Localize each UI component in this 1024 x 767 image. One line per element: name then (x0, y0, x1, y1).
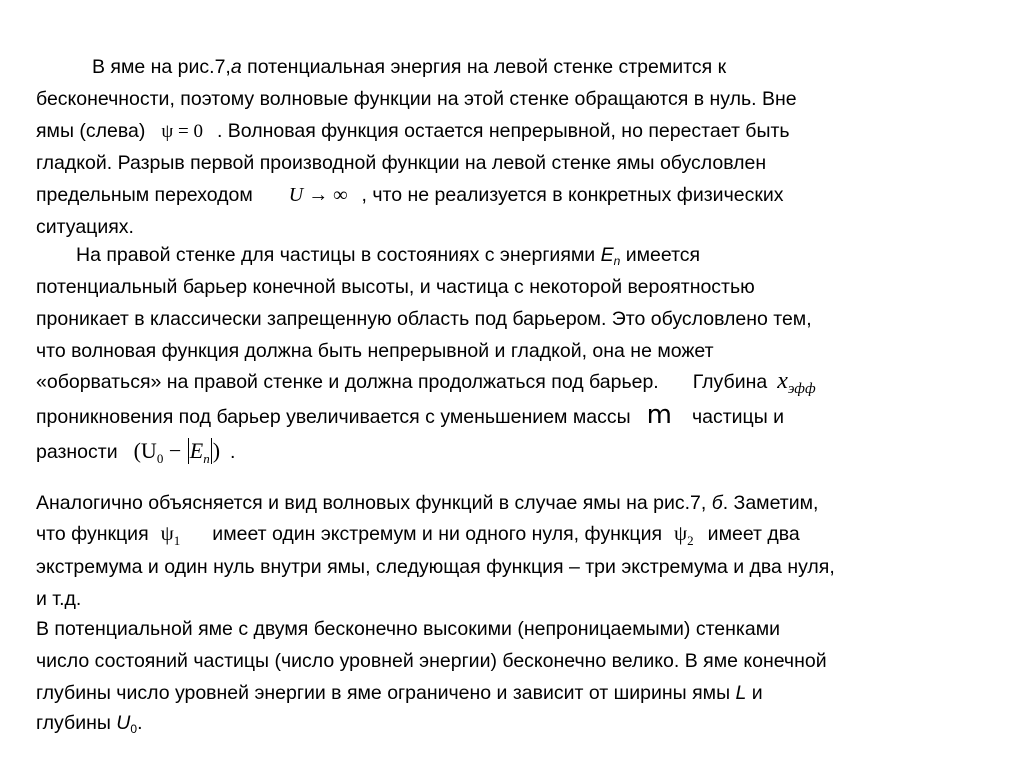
formula-x-eff: $x_{эфф}$ (777, 368, 816, 397)
text: . (230, 441, 236, 463)
p2-line-3 (36, 304, 812, 334)
p3-line-2 (36, 518, 800, 548)
text: и (746, 682, 763, 704)
text: . Заметим, (722, 492, 819, 514)
text: имеет два (707, 523, 800, 545)
text: В яме на рис.7, (92, 56, 231, 78)
text: Аналогично объясняется и вид волновых функций в случае ямы на рис.7, (36, 492, 712, 514)
text: потенциальная энергия на левой стенке стремится к (241, 56, 727, 78)
p2-line-4 (36, 336, 714, 366)
p1-line-3 (36, 116, 790, 146)
p1-line-5 (36, 180, 784, 210)
text: имеется (620, 244, 701, 266)
p3-line-4 (36, 584, 81, 614)
text: . Волновая функция остается непрерывной, но перестает быть (216, 120, 790, 142)
p3-line-7 (36, 678, 763, 708)
text: В потенциальной яме с двумя бесконечно высокими (непроницаемыми) стенками (36, 618, 781, 640)
text: ситуациях. (36, 216, 134, 238)
text: потенциальный барьер конечной высоты, и частица с некоторой вероятностью (36, 276, 755, 298)
subscript-zero: 0 (130, 722, 138, 736)
p1-line-2 (36, 84, 797, 114)
text: проникновения под барьер увеличивается с уменьшением массы (36, 406, 631, 428)
text-italic: а (230, 56, 242, 78)
text: . (137, 712, 143, 734)
p3-line-1 (36, 488, 818, 518)
p3-line-3 (36, 552, 835, 582)
p1-line-6 (36, 212, 134, 242)
p1-line-4 (36, 148, 766, 178)
p3-line-8 (36, 708, 143, 738)
p3-line-5 (36, 614, 780, 644)
text: имеет один экстремум и ни одного нуля, функция (212, 523, 663, 545)
p2-line-6 (36, 400, 784, 430)
text-italic: б (711, 492, 723, 514)
symbol-m: m (646, 400, 672, 430)
p2-line-7 (36, 436, 235, 472)
p2-line-2 (36, 272, 755, 302)
text: глубины (36, 712, 117, 734)
text: проникает в классически запрещенную область под барьером. Это обусловлено тем, (36, 308, 812, 330)
text: , что не реализуется в конкретных физических (361, 184, 784, 206)
text: разности (36, 441, 118, 463)
p1-line-1 (92, 52, 726, 82)
text: Глубина (692, 371, 768, 393)
p3-line-6 (36, 646, 827, 676)
subscript-n: n (613, 254, 621, 268)
text: предельным переходом (36, 184, 253, 206)
text: и т.д. (36, 588, 82, 610)
text: гладкой. Разрыв первой производной функции на левой стенке ямы обусловлен (36, 152, 767, 174)
formula-u-to-infinity: U → ∞ (288, 184, 348, 206)
text: что волновая функция должна быть непрерывной и гладкой, она не может (36, 340, 714, 362)
text: что функция (36, 523, 149, 545)
text: «оборваться» на правой стенке и должна продолжаться под барьер. (36, 371, 659, 393)
text: глубины число уровней энергии в яме ограничено и зависит от ширины ямы (36, 682, 736, 704)
symbol-e: E (600, 244, 614, 266)
text: На правой стенке для частицы в состояниях с энергиями (76, 244, 601, 266)
symbol-u: U (116, 712, 131, 734)
symbol-psi-2: $\psi_2$ (674, 521, 694, 548)
text: экстремума и один нуль внутри ямы, следующая функция – три экстремума и два нуля, (36, 556, 835, 578)
symbol-psi-1: $\psi_1$ (160, 521, 181, 548)
text: частицы и (691, 406, 785, 428)
p2-line-5 (36, 366, 816, 396)
text: число состояний частицы (число уровней энергии) бесконечно велико. В яме конечной (36, 650, 827, 672)
symbol-l: L (735, 682, 747, 704)
formula-u0-minus-en: ($U_0 - E_n$ ) (133, 438, 221, 466)
p2-line-1 (76, 240, 700, 270)
formula-psi-zero: ψ = 0 (161, 121, 203, 142)
text: ямы (слева) (36, 120, 146, 142)
text: бесконечности, поэтому волновые функции на этой стенке обращаются в нуль. Вне (36, 88, 797, 110)
